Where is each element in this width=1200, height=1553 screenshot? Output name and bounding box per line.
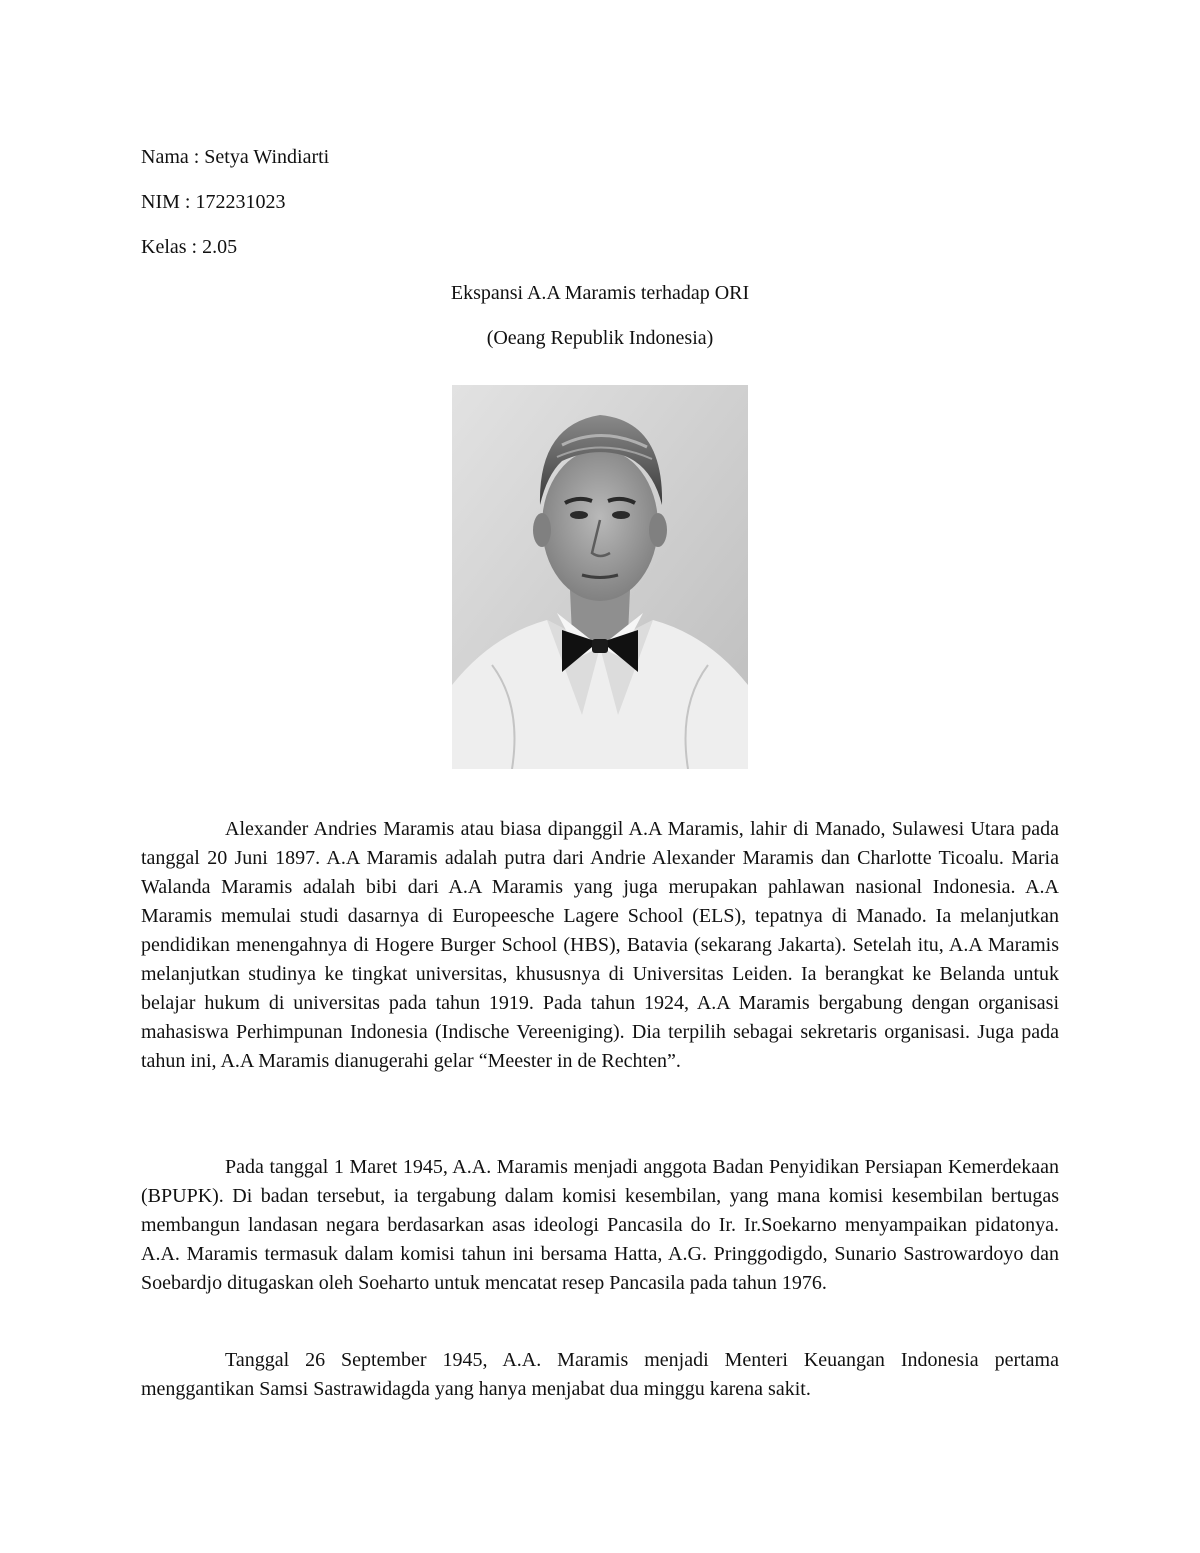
document-subtitle: (Oeang Republik Indonesia) <box>486 327 714 349</box>
student-name: Nama : Setya Windiarti <box>141 146 330 168</box>
paragraph-finance-minister: Tanggal 26 September 1945, A.A. Maramis menjadi Menteri Keuangan Indonesia pertama menggantikan Samsi Sastrawidagda yang hanya menjabat dua minggu karena sakit. <box>141 1349 1059 1400</box>
document-title: Ekspansi A.A Maramis terhadap ORI <box>450 282 750 304</box>
paragraph-biography: Alexander Andries Maramis atau biasa dipanggil A.A Maramis, lahir di Manado, Sulawesi Utara pada tanggal 20 Juni 1897. A.A Maramis adalah putra dari Andrie Alexander Maramis dan Charlotte Ticoalu. Maria Walanda Maramis adalah bibi dari A.A Maramis yang juga merupakan pahlawan nasional Indonesia. A.A Maramis memulai studi dasarnya di Europeesche Lagere School (ELS), tepatnya di Manado. Ia melanjutkan pendidikan menengahnya di Hogere Burger School (HBS), Batavia (sekarang Jakarta). Setelah itu, A.A Maramis melanjutkan studinya ke tingkat universitas, khususnya di Universitas Leiden. Ia berangkat ke Belanda untuk belajar hukum di universitas pada tahun 1919. Pada tahun 1924, A.A Maramis bergabung dengan organisasi mahasiswa Perhimpunan Indonesia (Indische Vereeniging). Dia terpilih sebagai sekretaris organisasi. Juga pada tahun ini, A.A Maramis dianugerahi gelar “Meester in de Rechten”. <box>141 818 1059 1072</box>
paragraph-bpupk: Pada tanggal 1 Maret 1945, A.A. Maramis menjadi anggota Badan Penyidikan Persiapan Kemerdekaan (BPUPK). Di badan tersebut, ia tergabung dalam komisi kesembilan, yang mana komisi kesembilan bertugas membangun landasan negara berdasarkan asas ideologi Pancasila do Ir. Ir.Soekarno menyampaikan pidatonya. A.A. Maramis termasuk dalam komisi tahun ini bersama Hatta, A.G. Pringgodigdo, Sunario Sastrowardoyo dan Soebardjo ditugaskan oleh Soeharto untuk mencatat resep Pancasila pada tahun 1976. <box>141 1156 1059 1294</box>
portrait-photo-icon <box>452 385 748 769</box>
student-class: Kelas : 2.05 <box>141 236 238 258</box>
student-nim: NIM : 172231023 <box>141 191 286 213</box>
